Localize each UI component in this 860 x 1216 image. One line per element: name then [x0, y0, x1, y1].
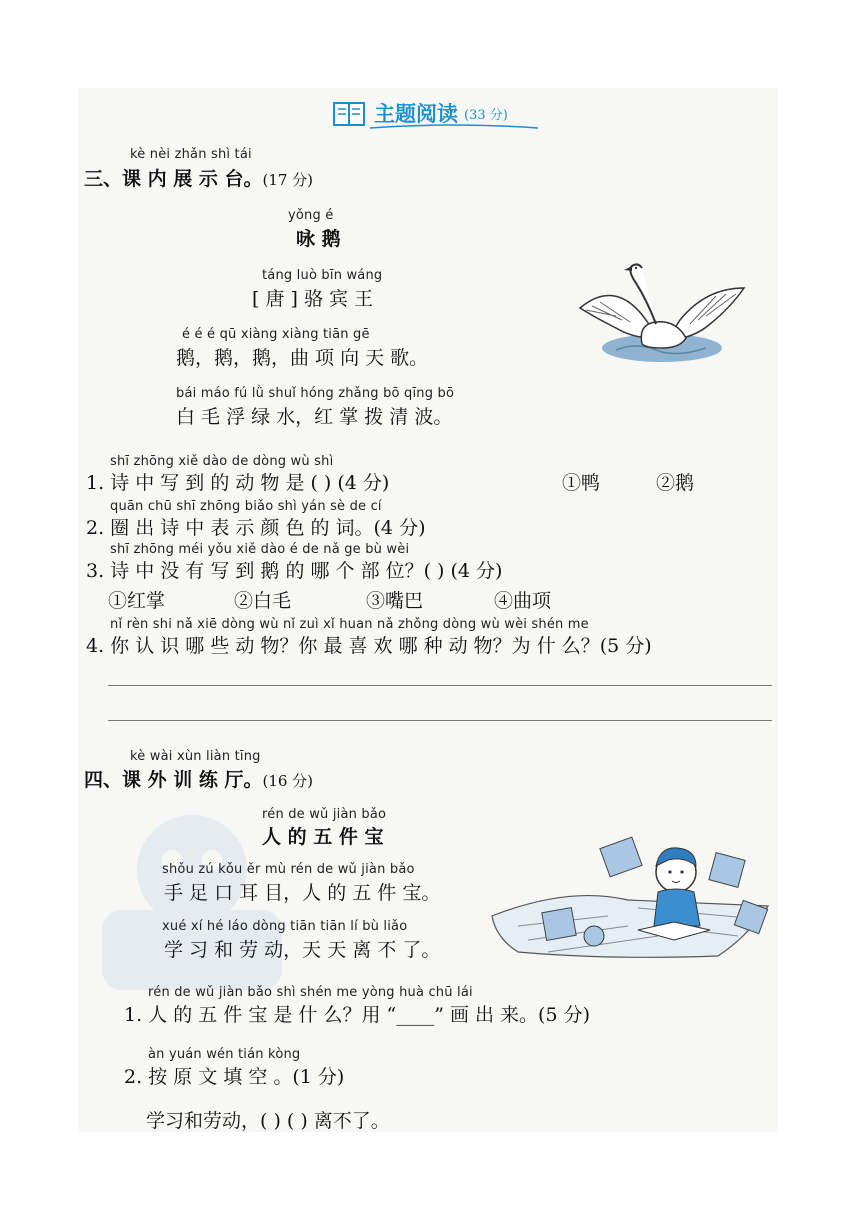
swan-illustration — [576, 258, 748, 374]
poem1-title-pinyin: yǒng é — [288, 208, 334, 223]
poem2-title-pinyin: rén de wǔ jiàn bǎo — [262, 807, 387, 822]
poem1-author: [ 唐 ] 骆 宾 王 — [252, 288, 374, 310]
q3-text: 3. 诗 中 没 有 写 到 鹅 的 哪 个 部 位？( ) (4 分) — [86, 560, 503, 582]
header-underline — [368, 124, 540, 132]
section3-title: 三、课 内 展 示 台。 — [84, 168, 263, 190]
q1-option-1: ①鸭 — [562, 472, 601, 494]
s4-q1-pinyin: rén de wǔ jiàn bǎo shì shén me yòng huà chū lái — [148, 985, 473, 1000]
answer-line-2[interactable] — [108, 720, 772, 721]
poem1-author-pinyin: táng luò bīn wáng — [262, 268, 383, 283]
s4-q1-text: 1. 人 的 五 件 宝 是 什 么？用 “____” 画 出 来。(5 分) — [124, 1004, 590, 1026]
poem2-line2: 学 习 和 劳 动，天 天 离 不 了。 — [164, 939, 441, 961]
section3-score: (17 分) — [262, 171, 314, 189]
q3-option-2: ②白毛 — [234, 590, 292, 612]
section3-heading — [84, 164, 313, 191]
poem1-line2-pinyin: bái máo fú lǜ shuǐ hóng zhǎng bō qīng bō — [176, 386, 455, 401]
q1-option-2: ②鹅 — [656, 472, 695, 494]
q3-option-3: ③嘴巴 — [366, 590, 424, 612]
header-score: (33 分) — [464, 107, 508, 123]
section3-pinyin: kè nèi zhǎn shì tái — [130, 147, 252, 162]
section4-pinyin: kè wài xùn liàn tīng — [130, 749, 261, 764]
section4-heading — [84, 765, 313, 792]
book-icon — [332, 99, 368, 127]
poem2-line1-pinyin: shǒu zú kǒu ěr mù rén de wǔ jiàn bǎo — [162, 862, 415, 877]
s4-q2-pinyin: àn yuán wén tián kòng — [148, 1047, 301, 1062]
poem1-line1: 鹅，鹅，鹅，曲 项 向 天 歌。 — [176, 347, 429, 369]
section4-title: 四、课 外 训 练 厅。 — [84, 769, 263, 791]
q1-text: 1. 诗 中 写 到 的 动 物 是 ( ) (4 分) — [86, 472, 390, 494]
section4-score: (16 分) — [262, 772, 314, 790]
q4-pinyin: nǐ rèn shi nǎ xiē dòng wù nǐ zuì xǐ huan nǎ zhǒng dòng wù wèi shén me — [110, 617, 589, 632]
q4-text: 4. 你 认 识 哪 些 动 物？你 最 喜 欢 哪 种 动 物？为 什 么？(5 分) — [86, 635, 652, 657]
q3-option-4: ④曲项 — [494, 590, 552, 612]
child-reading-illustration — [488, 826, 772, 962]
q3-pinyin: shī zhōng méi yǒu xiě dào é de nǎ ge bù wèi — [110, 542, 410, 557]
poem2-title: 人 的 五 件 宝 — [262, 826, 384, 848]
q1-pinyin: shī zhōng xiě dào de dòng wù shì — [110, 454, 334, 469]
poem1-line2: 白 毛 浮 绿 水，红 掌 拨 清 波。 — [176, 406, 453, 428]
poem2-line2-pinyin: xué xí hé láo dòng tiān tiān lí bù liǎo — [162, 919, 408, 934]
poem2-line1: 手 足 口 耳 目，人 的 五 件 宝。 — [164, 882, 441, 904]
poem1-line1-pinyin: é é é qū xiàng xiàng tiān gē — [182, 327, 370, 342]
poem1-title: 咏 鹅 — [296, 228, 341, 250]
s4-q2-fill-in[interactable]: 学习和劳动，( ) ( ) 离不了。 — [146, 1110, 390, 1132]
q2-pinyin: quān chū shī zhōng biǎo shì yán sè de cí — [110, 499, 382, 514]
q3-option-1: ①红掌 — [108, 590, 166, 612]
s4-q2-text: 2. 按 原 文 填 空 。(1 分) — [124, 1066, 345, 1088]
header-title: 主题阅读 — [374, 102, 458, 126]
answer-line-1[interactable] — [108, 685, 772, 686]
q2-text: 2. 圈 出 诗 中 表 示 颜 色 的 词。(4 分) — [86, 517, 426, 539]
